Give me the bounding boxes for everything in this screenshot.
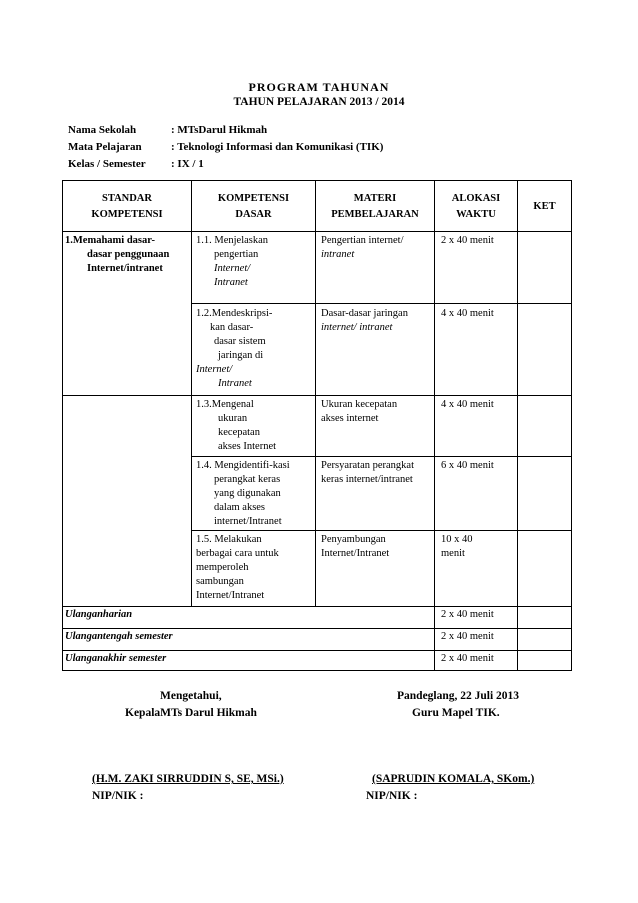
summary-alokasi: 2 x 40 menit — [441, 653, 494, 664]
sig-left-line1: Mengetahui, — [160, 690, 222, 702]
kd-1-1: 1.1. Menjelaskan pengertian Internet/ Intranet — [196, 235, 269, 288]
summary-alokasi: 2 x 40 menit — [441, 631, 494, 642]
row-divider — [191, 303, 571, 304]
info-value: : Teknologi Informasi dan Komunikasi (TIK) — [171, 141, 384, 153]
col-divider — [517, 181, 518, 650]
sig-left-name: (H.M. ZAKI SIRRUDDIN S, SE, MSi.) — [92, 773, 284, 785]
sig-right-name: (SAPRUDIN KOMALA, SKom.) — [372, 773, 535, 785]
materi-1-1: Pengertian internet/ intranet — [321, 235, 404, 260]
row-divider — [191, 456, 571, 457]
summary-label: Ulanganakhir semester — [65, 653, 167, 664]
alokasi-1-4: 6 x 40 menit — [441, 460, 494, 471]
alokasi-1-3: 4 x 40 menit — [441, 399, 494, 410]
col-divider — [434, 649, 435, 670]
summary-row-final — [62, 649, 572, 671]
info-row-school — [68, 124, 267, 136]
info-label: Kelas / Semester — [68, 158, 146, 170]
header-standar: STANDAR KOMPETENSI — [91, 193, 163, 220]
materi-1-4: Persyaratan perangkat keras internet/intranet — [321, 460, 414, 485]
info-row-class — [68, 158, 204, 170]
info-label: Mata Pelajaran — [68, 141, 142, 153]
col-divider — [434, 181, 435, 650]
document-title: PROGRAM TAHUNAN — [248, 80, 390, 94]
alokasi-1-1: 2 x 40 menit — [441, 235, 494, 246]
row-divider — [63, 628, 571, 629]
document-subtitle: TAHUN PELAJARAN 2013 / 2014 — [233, 96, 405, 108]
sig-right-line1: Pandeglang, 22 Juli 2013 — [397, 690, 520, 702]
sig-left-line2: KepalaMTs Darul Hikmah — [125, 707, 257, 719]
row-divider — [63, 606, 571, 607]
materi-1-3: Ukuran kecepatan akses internet — [321, 399, 398, 424]
standar-kompetensi-1: 1.Memahami dasar- dasar penggunaan Internet/intranet — [65, 235, 170, 274]
materi-1-5: Penyambungan Internet/Intranet — [321, 534, 390, 559]
info-label: Nama Sekolah — [68, 124, 137, 136]
col-divider — [517, 649, 518, 670]
info-row-subject — [68, 141, 383, 153]
header-alokasi: ALOKASI WAKTU — [451, 193, 501, 220]
program-table — [62, 180, 572, 651]
row-divider — [63, 395, 571, 396]
summary-label: Ulangantengah semester — [65, 631, 173, 642]
row-divider — [191, 530, 571, 531]
sig-left-nip: NIP/NIK : — [92, 790, 144, 802]
header-materi: MATERI PEMBELAJARAN — [331, 193, 419, 220]
summary-label: Ulanganharian — [65, 609, 133, 620]
col-divider — [315, 181, 316, 606]
materi-1-2: Dasar-dasar jaringan internet/ intranet — [321, 308, 408, 333]
alokasi-1-5: 10 x 40 menit — [441, 534, 473, 559]
summary-alokasi: 2 x 40 menit — [441, 609, 494, 620]
sig-right-nip: NIP/NIK : — [366, 790, 418, 802]
sig-right-line2: Guru Mapel TIK. — [412, 707, 500, 719]
alokasi-1-2: 4 x 40 menit — [441, 308, 494, 319]
info-value: : MTsDarul Hikmah — [171, 124, 268, 136]
kd-1-3: 1.3.Mengenal ukuran kecepatan akses Internet — [196, 399, 277, 452]
header-kompetensi: KOMPETENSI DASAR — [217, 193, 290, 220]
kd-1-4: 1.4. Mengidentifi-kasi perangkat keras yang digunakan dalam akses internet/Intranet — [196, 460, 290, 527]
kd-1-2: 1.2.Mendeskripsi- kan dasar- dasar sistem jaringan di Internet/ Intranet — [196, 308, 273, 389]
row-divider — [63, 231, 571, 232]
info-value: : IX / 1 — [171, 158, 204, 170]
col-divider — [191, 181, 192, 606]
kd-1-5: 1.5. Melakukan berbagai cara untuk memperoleh sambungan Internet/Intranet — [196, 534, 279, 601]
header-ket: KET — [533, 201, 556, 212]
